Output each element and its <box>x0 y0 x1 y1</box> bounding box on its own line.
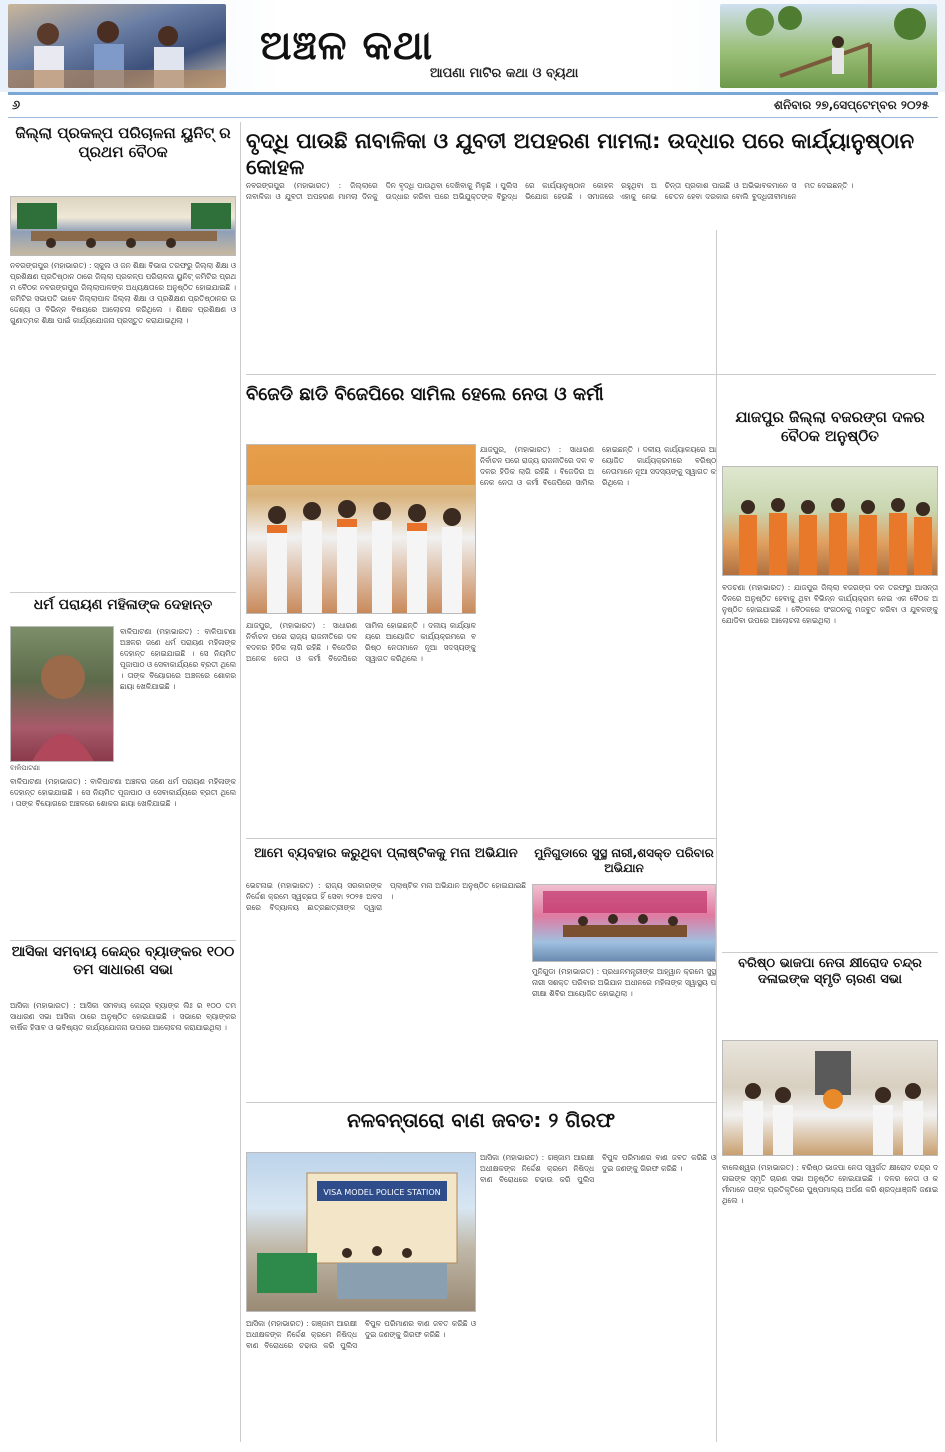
children-illustration <box>8 4 226 88</box>
masthead-photo-field <box>720 4 937 88</box>
a10-body: ବାଲେଶ୍ୱର (ମହାଭାରତ) : ବରିଷ୍ଠ ଭାଜପା ନେତା ସ୍ୱର୍ଗତ କ୍ଷୀରୋଦ ଚନ୍ଦ୍ର ଦଳାଇଙ୍କ ସ୍ମୃତି ଚାରଣ ସଭା ଅନୁଷ୍ଠିତ ହୋଇଯାଇଛି । ଦଳର ନେତା ଓ କର୍ମୀମାନେ ତାଙ୍କ ପ୍ରତିକୃତିରେ ପୁଷ୍ପମାଲ୍ୟ ଅର୍ପଣ କରି ଶ୍ରଦ୍ଧାଞ୍ଜଳି ଜଣାଇଥିଲେ । <box>722 1163 938 1206</box>
a9-police-photo <box>246 1152 476 1312</box>
a6-divider <box>246 1102 716 1103</box>
a3-body: ଯାଜପୁର, (ମହାଭାରତ) : ସାଧାରଣ ନିର୍ବାଚନ ପରେ ରାଜ୍ୟ ରାଜନୀତିରେ ଦଳ ବଦଳର ହିଡିକ ଲାଗି ରହିଛି । ବିଜେଡିର ଅନେକ ନେତା ଓ କର୍ମୀ ବିଜେପିରେ ସାମିଲ ହୋଇଛନ୍ତି । ଦଳୀୟ କାର୍ଯ୍ୟାଳୟରେ ଆୟୋଜିତ କାର୍ଯ୍ୟକ୍ରମରେ ବରିଷ୍ଠ ନେତାମାନେ ନୂଆ ସଦସ୍ୟଙ୍କୁ ସ୍ୱାଗତ କରିଥିଲେ । <box>246 621 476 664</box>
a7-body: ମୁନିଗୁଡା (ମହାଭାରତ) : ପ୍ରଧାନମନ୍ତ୍ରୀଙ୍କ ଆହ୍ୱାନ କ୍ରମେ ସୁସ୍ଥ ନାରୀ ସଶକ୍ତ ପରିବାର ଅଭିଯାନ ଅଧୀନରେ ମହିଳାଙ୍କ ସ୍ୱାସ୍ଥ୍ୟ ପରୀକ୍ଷା ଶିବିର ଆୟୋଜିତ ହୋଇଥିଲା । <box>532 967 716 999</box>
bajrang-illustration <box>723 467 938 576</box>
a4-headline: ଯାଜପୁର ଜିଲ୍ଲା ବଜରଙ୍ଗ ଦଳର ବୈଠକ ଅନୁଷ୍ଠିତ <box>735 408 925 445</box>
a4-body: ବଡଚଣା (ମହାଭାରତ) : ଯାଜପୁର ଜିଲ୍ଲା ବଜରଙ୍ଗ ଦଳ ତରଫରୁ ଆସନ୍ତା ଦିନରେ ଅନୁଷ୍ଠିତ ହେବାକୁ ଥିବା ବିଭିନ୍ନ କାର୍ଯ୍ୟକ୍ରମ ନେଇ ଏକ ବୈଠକ ଅନୁଷ୍ଠିତ ହୋଇଯାଇଛି । ବୈଠକରେ ସଂଗଠନକୁ ମଜବୁତ କରିବା ଓ ଯୁବକଙ୍କୁ ଯୋଡିବା ଉପରେ ଆଲୋଚନା ହୋଇଥିଲା । <box>722 583 938 626</box>
masthead-rule <box>8 92 938 95</box>
field-illustration <box>720 4 937 88</box>
masthead-subtitle: ଆପଣା ମାଟିର କଥା ଓ ବ୍ୟଥା <box>430 66 579 81</box>
a7-headline: ମୁନିଗୁଡାରେ ସୁସ୍ଥ ନାରୀ,ଶସକ୍ତ ପରିବାର ଅଭିଯାନ <box>534 846 714 875</box>
a1-divider <box>10 592 236 593</box>
station-sign: VISA MODEL POLICE STATION <box>323 1188 441 1197</box>
a1-meeting-photo <box>10 196 236 256</box>
a5-body: ବାଳିପାଟଣା (ମହାଭାରତ) : ବାଳିପାଟଣା ଅଞ୍ଚଳର ଜଣେ ଧର୍ମ ପରାୟଣ ମହିଳାଙ୍କ ଦେହାନ୍ତ ହୋଇଯାଇଛି । ସେ ନିୟମିତ ପୂଜାପାଠ ଓ ସେବାକାର୍ଯ୍ୟରେ ବ୍ରତୀ ଥିଲେ । ତାଙ୍କ ବିୟୋଗରେ ଅଞ୍ଚଳରେ ଶୋକର ଛାୟା ଖେଳିଯାଇଛି । <box>10 777 236 809</box>
memorial-illustration <box>723 1041 938 1156</box>
column-divider-left <box>240 122 241 1442</box>
a9-headline: ନଳବନ୍ତାରୋ ବାଣ ଜବତ: ୨ ଗିରଫ <box>346 1108 616 1132</box>
a8-headline: ଆସିକା ସମବାୟ କେନ୍ଦ୍ର ବ୍ୟାଙ୍କର ୧୦୦ ତମ ସାଧାରଣ ସଭା <box>11 944 235 978</box>
a6-headline: ଆମେ ବ୍ୟବହାର କରୁଥିବା ପ୍ଲାଷ୍ଟିକକୁ ମନା ଅଭିଯାନ <box>254 846 518 861</box>
a2-divider <box>246 374 936 375</box>
a3-body-right: ଯାଜପୁର, (ମହାଭାରତ) : ସାଧାରଣ ନିର୍ବାଚନ ପରେ ରାଜ୍ୟ ରାଜନୀତିରେ ଦଳ ବଦଳର ହିଡିକ ଲାଗି ରହିଛି । ବିଜେଡିର ଅନେକ ନେତା ଓ କର୍ମୀ ବିଜେପିରେ ସାମିଲ ହୋଇଛନ୍ତି । ଦଳୀୟ କାର୍ଯ୍ୟାଳୟରେ ଆୟୋଜିତ କାର୍ଯ୍ୟକ୍ରମରେ ବରିଷ୍ଠ ନେତାମାନେ ନୂଆ ସଦସ୍ୟଙ୍କୁ ସ୍ୱାଗତ କରିଥିଲେ । <box>480 445 716 488</box>
a5-headline: ଧର୍ମ ପରାୟଣ ମହିଳାଙ୍କ ଦେହାନ୍ତ <box>33 597 213 613</box>
a10-memorial-photo <box>722 1040 938 1156</box>
a1-body: ନବରଙ୍ଗପୁର (ମହାଭାରତ) : ସ୍କୁଲ ଓ ଜନ ଶିକ୍ଷା ବିଭାଗ ତରଫରୁ ଜିଲ୍ଲା ଶିକ୍ଷା ଓ ପ୍ରଶିକ୍ଷଣ ପ୍ରତିଷ୍ଠାନ ଠାରେ ଜିଲ୍ଲା ପ୍ରକଳ୍ପ ପରିଚାଳନା ୟୁନିଟ୍ କମିଟିର ପ୍ରଥମ ବୈଠକ ନବରଙ୍ଗପୁର ଜିଲ୍ଲାପାଳଙ୍କ ଅଧ୍ୟକ୍ଷତାରେ ଅନୁଷ୍ଠିତ ହୋଇଯାଇଛି । କମିଟିର ସଭାପତି ଭାବେ ଜିଲ୍ଲାପାଳ ଜିଲ୍ଲା ଶିକ୍ଷା ଓ ପ୍ରଶିକ୍ଷଣ ପ୍ରତିଷ୍ଠାନର ଉଦ୍ଦେଶ୍ୟ ଓ ବିଭିନ୍ନ ବିଷୟରେ ଆଲୋଚନା କରିଥିଲେ । ଶିକ୍ଷକ ପ୍ରଶିକ୍ଷଣ ଓ ଗୁଣାତ୍ମକ ଶିକ୍ଷା ପାଇଁ କାର୍ଯ୍ୟଯୋଜନା ପ୍ରସ୍ତୁତ କରାଯାଇଥିଲା । <box>10 261 236 326</box>
meeting-illustration <box>11 197 236 256</box>
a5-portrait <box>10 626 114 762</box>
a9-body-right: ଆସିକା (ମହାଭାରତ) : ଗଞ୍ଜାମ ଆରକ୍ଷୀ ଅଧୀକ୍ଷକଙ୍କ ନିର୍ଦ୍ଦେଶ କ୍ରମେ ନିଷିଦ୍ଧ ବାଣ ବିରୋଧରେ ଚଢାଉ କରି ପୁଲିସ ବିପୁଳ ପରିମାଣର ବାଣ ଜବତ କରିଛି ଓ ଦୁଇ ଜଣଙ୍କୁ ଗିରଫ କରିଛି । <box>480 1153 716 1185</box>
a9-body: ଆସିକା (ମହାଭାରତ) : ଗଞ୍ଜାମ ଆରକ୍ଷୀ ଅଧୀକ୍ଷକଙ୍କ ନିର୍ଦ୍ଦେଶ କ୍ରମେ ନିଷିଦ୍ଧ ବାଣ ବିରୋଧରେ ଚଢାଉ କରି ପୁଲିସ ବିପୁଳ ପରିମାଣର ବାଣ ଜବତ କରିଛି ଓ ଦୁଇ ଜଣଙ୍କୁ ଗିରଫ କରିଛି । <box>246 1319 476 1351</box>
a6-body: ଭେଟନାଇ (ମହାଭାରତ) : ରାଜ୍ୟ ସରକାରଙ୍କ ନିର୍ଦ୍ଦେଶ କ୍ରମେ ସ୍ୱଚ୍ଛତା ହିଁ ସେବା ୨୦୨୫ ଅବସରରେ ବିଦ୍ୟାଳୟ ଛାତ୍ରଛାତ୍ରୀଙ୍କ ଦ୍ୱାରା ପ୍ଲାଷ୍ଟିକ ମନା ଅଭିଯାନ ଅନୁଷ୍ଠିତ ହୋଇଯାଇଛି । <box>246 881 526 913</box>
page-number: ୬ <box>12 98 21 113</box>
a10-headline: ବରିଷ୍ଠ ଭାଜପା ନେତା କ୍ଷୀରୋଦ ଚନ୍ଦ୍ର ଦଳାଇଙ୍କ ସ୍ମୃତି ଚାରଣ ସଭା <box>738 956 922 988</box>
a1-headline: ଜିଲ୍ଲା ପ୍ରକଳ୍ପ ପରିଚାଳନା ୟୁନିଟ୍ ର ପ୍ରଥମ ବୈଠକ <box>15 124 231 161</box>
a4-divider <box>722 952 938 953</box>
a3-group-photo <box>246 444 476 614</box>
a7-event-photo <box>532 884 716 962</box>
header-divider <box>8 117 938 118</box>
a5-caption: ବାଳିପାଟଣା <box>10 764 40 772</box>
police-station-illustration <box>247 1153 476 1312</box>
a4-meeting-photo <box>722 466 938 576</box>
event-illustration <box>533 885 716 962</box>
column-divider-right <box>716 230 717 1442</box>
a5-divider <box>10 940 236 941</box>
a5-body-side: ବାଳିପାଟଣା (ମହାଭାରତ) : ବାଳିପାଟଣା ଅଞ୍ଚଳର ଜଣେ ଧର୍ମ ପରାୟଣ ମହିଳାଙ୍କ ଦେହାନ୍ତ ହୋଇଯାଇଛି । ସେ ନିୟମିତ ପୂଜାପାଠ ଓ ସେବାକାର୍ଯ୍ୟରେ ବ୍ରତୀ ଥିଲେ । ତାଙ୍କ ବିୟୋଗରେ ଅଞ୍ଚଳରେ ଶୋକର ଛାୟା ଖେଳିଯାଇଛି । <box>120 627 236 692</box>
masthead-photo-children <box>8 4 226 88</box>
dateline: ଶନିବାର ୨୭,ସେପ୍ଟେମ୍ବର ୨୦୨୫ <box>774 98 929 112</box>
masthead-title: ଅଞ୍ଚଳ କଥା <box>260 22 434 69</box>
portrait-illustration <box>11 627 114 762</box>
a3-headline: ବିଜେଡି ଛାଡି ବିଜେପିରେ ସାମିଲ ହେଲେ ନେତା ଓ କର୍ମୀ <box>246 384 604 405</box>
a2-body: ନବରଙ୍ଗପୁର (ମହାଭାରତ) : ଜିଲ୍ଲାରେ ନାବାଳିକା ଓ ଯୁବତୀ ଅପହରଣ ମାମଲା ଦିନକୁ ଦିନ ବୃଦ୍ଧି ପାଉଥିବା ଦେଖିବାକୁ ମିଳୁଛି । ପୁଲିସ ଉଦ୍ଧାର କରିବା ପରେ ଅଭିଯୁକ୍ତଙ୍କ ବିରୁଦ୍ଧରେ କାର୍ଯ୍ୟାନୁଷ୍ଠାନ କୋହଳ ରହୁଥିବା ଅଭିଯୋଗ ହେଉଛି । ସମାଜରେ ଏହାକୁ ନେଇ ଚିନ୍ତା ପ୍ରକାଶ ପାଇଛି ଓ ଅଭିଭାବକମାନେ ସଚେତନ ହେବା ଦରକାର ବୋଲି ବୁଦ୍ଧିଜୀବୀମାନେ ମତ ଦେଇଛନ୍ତି । <box>246 181 854 202</box>
a3-divider <box>246 838 716 839</box>
group-illustration <box>247 445 476 614</box>
a8-body: ଆସିକା (ମହାଭାରତ) : ଆସିକା ସମବାୟ କେନ୍ଦ୍ର ବ୍ୟାଙ୍କ ଲିଃ ର ୧୦୦ ତମ ସାଧାରଣ ସଭା ଆସିକା ଠାରେ ଅନୁଷ୍ଠିତ ହୋଇଯାଇଛି । ସଭାରେ ବ୍ୟାଙ୍କର ବାର୍ଷିକ ହିସାବ ଓ ଭବିଷ୍ୟତ କାର୍ଯ୍ୟଯୋଜନା ଉପରେ ଆଲୋଚନା କରାଯାଇଥିଲା । <box>10 1001 236 1033</box>
a2-headline: ବୃଦ୍ଧି ପାଉଛି ନାବାଳିକା ଓ ଯୁବତୀ ଅପହରଣ ମାମଲା: ଉଦ୍ଧାର ପରେ କାର୍ଯ୍ୟାନୁଷ୍ଠାନ କୋହଳ <box>246 129 915 180</box>
